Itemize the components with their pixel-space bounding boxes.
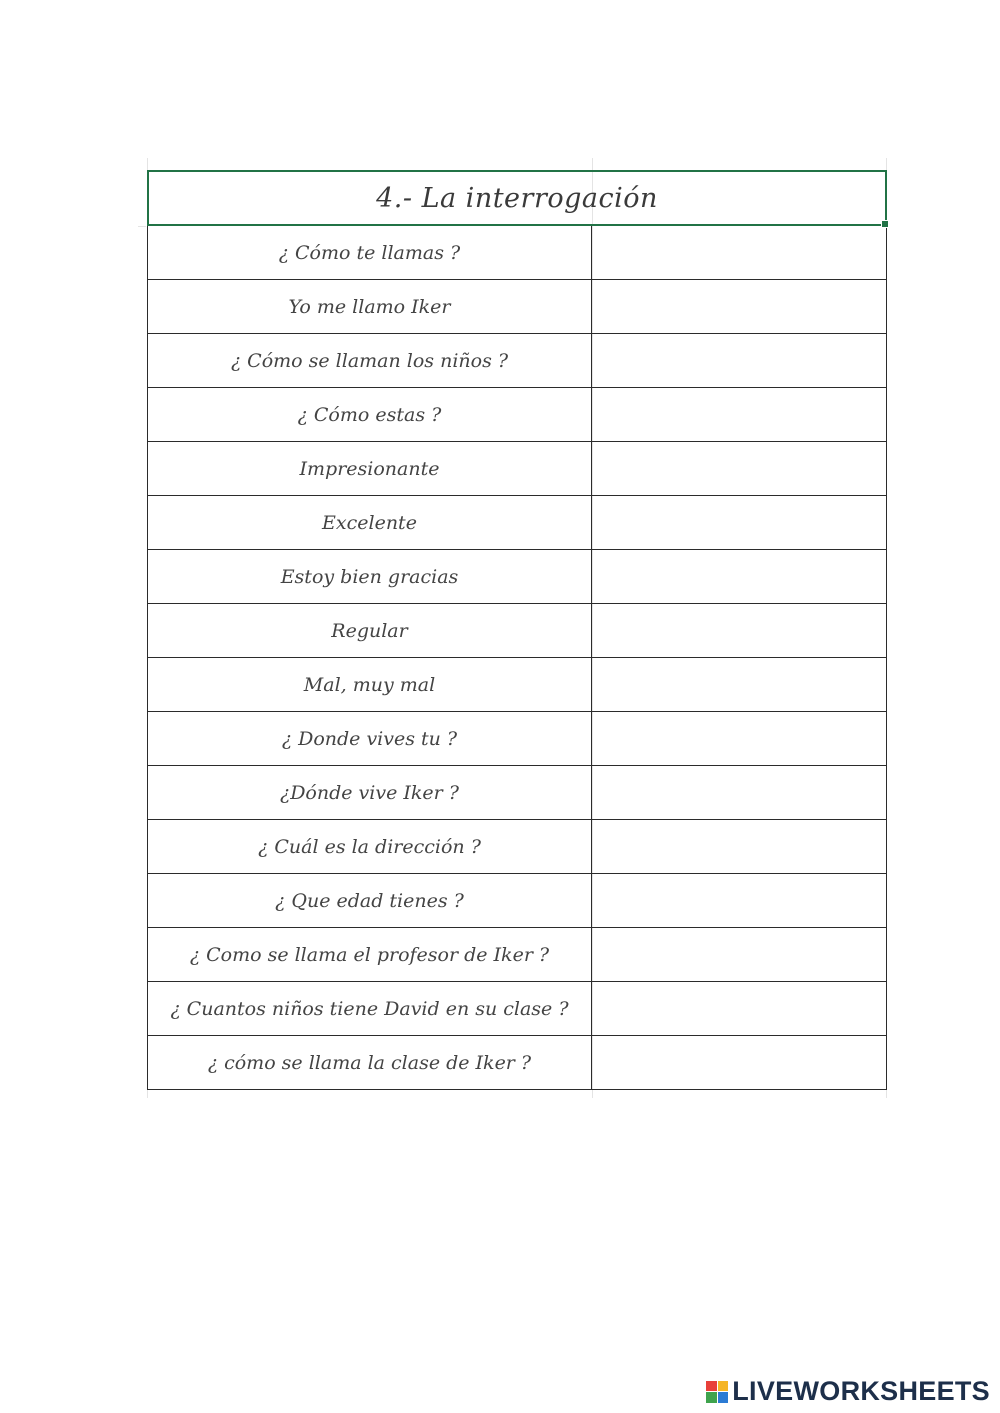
answer-input[interactable]: [592, 820, 886, 873]
answer-input[interactable]: [592, 388, 886, 441]
worksheet-title: 4.- La interrogación: [376, 182, 658, 214]
answer-input[interactable]: [592, 280, 886, 333]
answer-cell: [592, 820, 886, 873]
table-row: [148, 982, 886, 1036]
question-cell: ¿Dónde vive Iker ?: [148, 766, 592, 819]
answer-input[interactable]: [592, 658, 886, 711]
question-cell: ¿ Cómo se llaman los niños ?: [148, 334, 592, 387]
liveworksheets-logo-icon: [706, 1381, 728, 1403]
logo-square: [718, 1392, 729, 1403]
table-row: [148, 550, 886, 604]
question-cell: ¿ Como se llama el profesor de Iker ?: [148, 928, 592, 981]
answer-cell: [592, 496, 886, 549]
question-rows: [147, 226, 887, 1090]
answer-cell: [592, 550, 886, 603]
question-cell: ¿ Cómo estas ?: [148, 388, 592, 441]
answer-cell: [592, 1036, 886, 1089]
question-cell: ¿ Donde vives tu ?: [148, 712, 592, 765]
brand-name: LIVEWORKSHEETS: [732, 1376, 990, 1406]
table-row: [148, 442, 886, 496]
table-row: [148, 1036, 886, 1090]
table-row: [148, 226, 886, 280]
question-cell: Impresionante: [148, 442, 592, 495]
table-row: [148, 874, 886, 928]
answer-cell: [592, 874, 886, 927]
table-row: [148, 388, 886, 442]
table-row: [148, 712, 886, 766]
answer-cell: [592, 658, 886, 711]
answer-input[interactable]: [592, 334, 886, 387]
table-row: [148, 496, 886, 550]
logo-square: [706, 1381, 717, 1392]
gridline: [138, 226, 146, 227]
worksheet-table: [147, 170, 887, 1090]
answer-cell: [592, 766, 886, 819]
table-row: [148, 766, 886, 820]
fill-handle-icon: [881, 220, 889, 228]
answer-input[interactable]: [592, 766, 886, 819]
answer-input[interactable]: [592, 226, 886, 279]
answer-input[interactable]: [592, 928, 886, 981]
answer-input[interactable]: [592, 550, 886, 603]
table-row: [148, 820, 886, 874]
table-row: [148, 658, 886, 712]
answer-cell: [592, 388, 886, 441]
brand-footer: [706, 1376, 990, 1407]
answer-input[interactable]: [592, 604, 886, 657]
question-cell: ¿ Cuál es la dirección ?: [148, 820, 592, 873]
answer-cell: [592, 334, 886, 387]
title-cell: [147, 170, 887, 226]
answer-cell: [592, 928, 886, 981]
answer-cell: [592, 442, 886, 495]
question-cell: Mal, muy mal: [148, 658, 592, 711]
answer-cell: [592, 280, 886, 333]
question-cell: ¿ Que edad tienes ?: [148, 874, 592, 927]
answer-input[interactable]: [592, 982, 886, 1035]
answer-input[interactable]: [592, 442, 886, 495]
question-cell: Estoy bien gracias: [148, 550, 592, 603]
question-cell: Regular: [148, 604, 592, 657]
question-cell: ¿ Cuantos niños tiene David en su clase ?: [148, 982, 592, 1035]
table-row: [148, 334, 886, 388]
answer-input[interactable]: [592, 712, 886, 765]
answer-input[interactable]: [592, 874, 886, 927]
question-cell: Yo me llamo Iker: [148, 280, 592, 333]
table-row: [148, 604, 886, 658]
table-row: [148, 928, 886, 982]
table-row: [148, 280, 886, 334]
answer-cell: [592, 226, 886, 279]
answer-input[interactable]: [592, 1036, 886, 1089]
logo-square: [706, 1392, 717, 1403]
question-cell: Excelente: [148, 496, 592, 549]
answer-input[interactable]: [592, 496, 886, 549]
answer-cell: [592, 982, 886, 1035]
logo-square: [718, 1381, 729, 1392]
question-cell: ¿ cómo se llama la clase de Iker ?: [148, 1036, 592, 1089]
question-cell: ¿ Cómo te llamas ?: [148, 226, 592, 279]
answer-cell: [592, 604, 886, 657]
answer-cell: [592, 712, 886, 765]
